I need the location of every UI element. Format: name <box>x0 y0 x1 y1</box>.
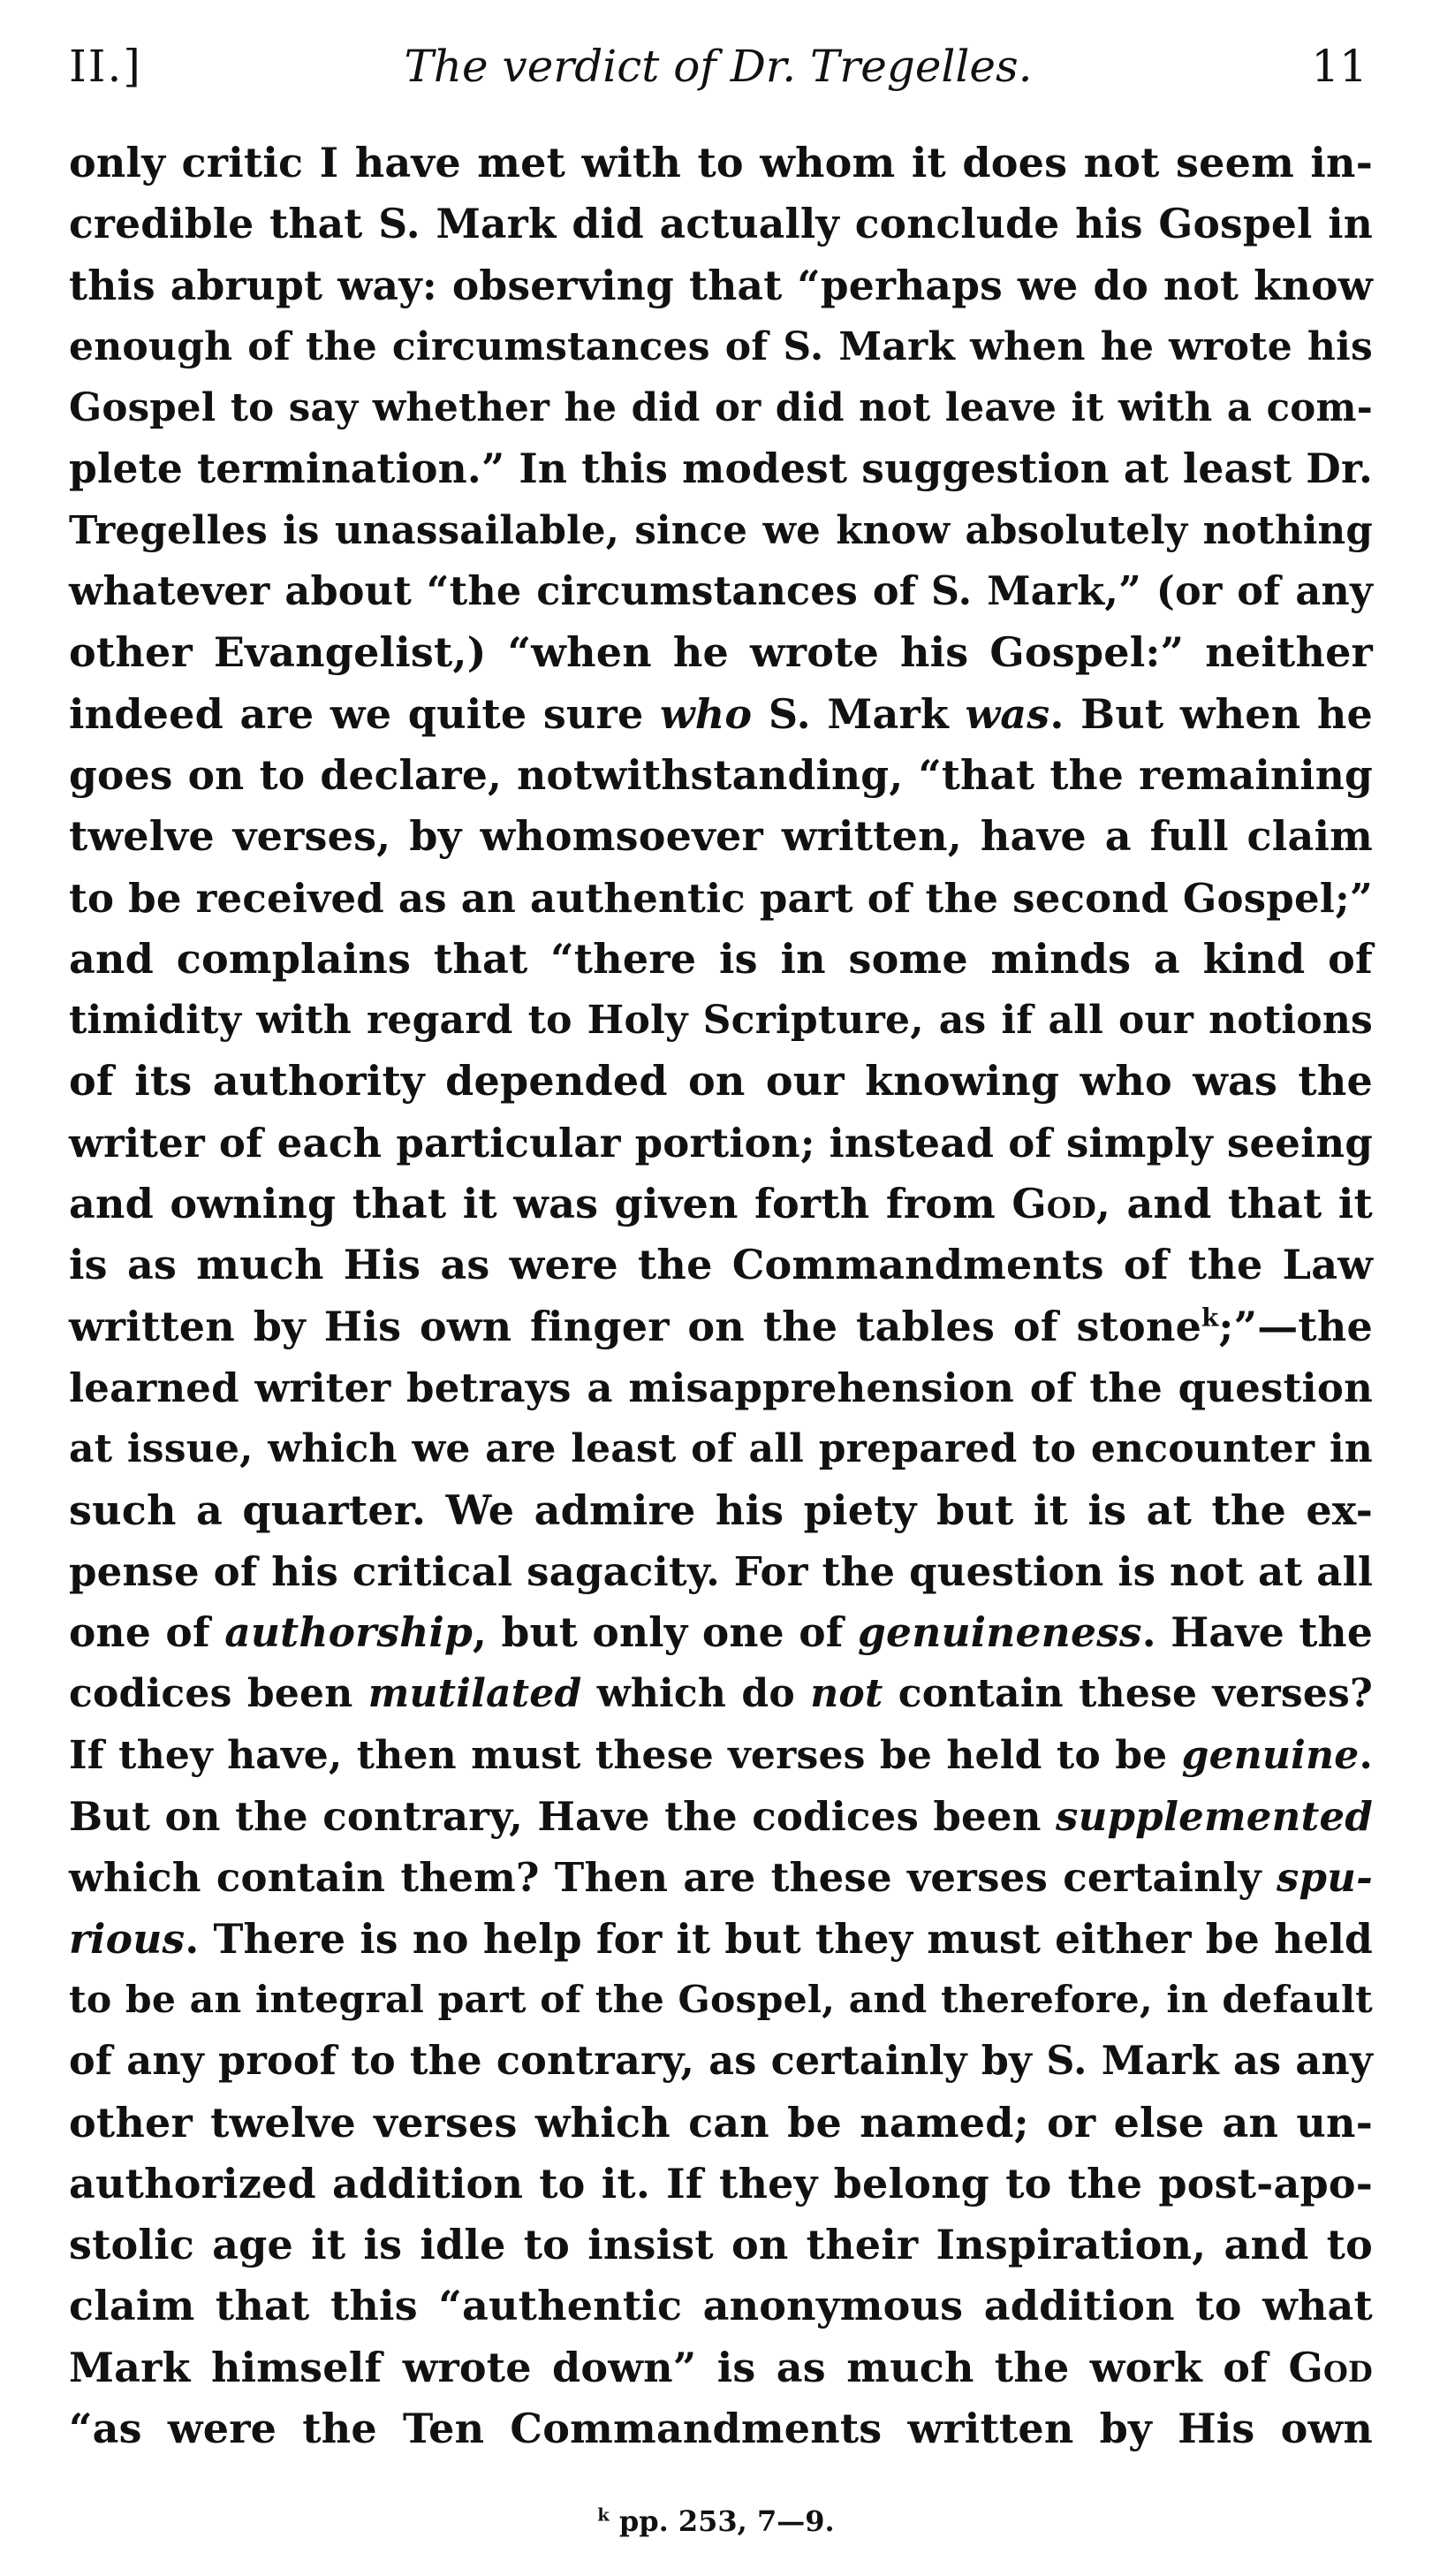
text-line <box>69 316 1373 377</box>
text-line <box>69 438 1373 499</box>
line-text: . But when he <box>1049 689 1374 738</box>
line-text: and owning that it was given forth from <box>69 1180 1012 1228</box>
text-line <box>69 990 1373 1051</box>
text-line <box>69 1602 1373 1663</box>
footnote-marker: k <box>597 2504 610 2526</box>
line-text: twelve verses, by whomsoever written, have a full claim <box>69 812 1373 861</box>
line-text: , but only one of <box>472 1608 859 1657</box>
line-text: , and that it <box>1095 1180 1374 1228</box>
line-text: goes on to declare, notwithstanding, “that the remaining <box>69 750 1373 799</box>
line-text: to be received as an authentic part of the second Gospel;” <box>69 874 1373 922</box>
text-line <box>69 194 1373 255</box>
text-line <box>69 1418 1373 1479</box>
line-text: such a quarter. We admire his piety but it is at the ex- <box>69 1486 1373 1534</box>
line-text: which contain them? Then are these verses certainly <box>69 1854 1277 1902</box>
line-text: codices been <box>69 1671 368 1717</box>
text-line <box>69 745 1373 806</box>
text-line <box>69 2337 1373 2398</box>
text-line <box>69 561 1373 622</box>
emphasis-text: who <box>659 689 753 738</box>
text-line <box>69 1480 1373 1541</box>
line-text: is as much His as were the Commandments of the Law <box>69 1241 1373 1289</box>
line-text: Gospel to say whether he did or did not leave it with a com- <box>69 385 1373 431</box>
footnote <box>0 2499 1432 2543</box>
line-text: S. Mark <box>752 689 966 738</box>
line-text: ;”—the <box>1218 1302 1373 1350</box>
running-title: The verdict of Dr. Tregelles. <box>404 41 1033 92</box>
line-text: at issue, which we are least of all prepared to encounter in <box>69 1426 1373 1472</box>
chapter-marker: II.] <box>69 41 142 92</box>
line-text: written by His own finger on the tables of stone <box>69 1302 1202 1350</box>
text-line <box>69 2093 1373 2154</box>
text-line <box>69 377 1373 438</box>
line-text: . There is no help for it but they must either be held <box>185 1914 1373 1963</box>
text-line <box>69 1113 1373 1174</box>
text-line <box>69 255 1373 316</box>
body-text <box>69 133 1373 2459</box>
text-line <box>69 1174 1373 1235</box>
text-line <box>69 2398 1373 2459</box>
line-text: pense of his critical sagacity. For the question is not at all <box>69 1547 1374 1595</box>
text-line <box>69 1051 1373 1112</box>
line-text: of any proof to the contrary, as certainly by S. Mark as any <box>69 2038 1373 2085</box>
line-text: Mark himself wrote down” is as much the work of <box>69 2343 1289 2391</box>
line-text: credible that S. Mark did actually conclude his Gospel in <box>69 200 1373 248</box>
line-text: other Evangelist,) “when he wrote his Gospel:” neither <box>69 628 1373 677</box>
emphasis-text: not <box>810 1671 883 1717</box>
text-line <box>69 1235 1373 1296</box>
text-line <box>69 133 1373 194</box>
text-line <box>69 1847 1373 1908</box>
text-line <box>69 2031 1373 2092</box>
footnote-reference: k <box>1201 1303 1219 1333</box>
line-text: to be an integral part of the Gospel, and therefore, in default <box>69 1977 1373 2022</box>
line-text: this abrupt way: observing that “perhaps we do not know <box>69 261 1373 309</box>
line-text: one of <box>69 1608 225 1657</box>
text-line <box>69 500 1373 561</box>
line-text: plete termination.” In this modest suggestion at least Dr. <box>69 445 1373 493</box>
running-header <box>69 35 1368 97</box>
line-text: . <box>1359 1732 1373 1778</box>
line-text: other twelve verses which can be named; or else an un- <box>69 2098 1373 2147</box>
text-line <box>69 2215 1373 2276</box>
text-line <box>69 1970 1373 2031</box>
line-text: learned writer betrays a misapprehension of the question <box>69 1364 1373 1411</box>
page-number: 11 <box>1311 41 1368 92</box>
line-text: If they have, then must these verses be held to be <box>69 1732 1182 1778</box>
line-text: only critic I have met with to whom it does not seem in- <box>69 139 1373 186</box>
line-text: authorized addition to it. If they belong to the post-apo- <box>69 2159 1373 2207</box>
text-line <box>69 684 1373 745</box>
footnote-text: pp. 253, 7—9. <box>618 2504 835 2538</box>
line-text: But on the contrary, Have the codices been <box>69 1793 1057 1841</box>
text-line <box>69 1786 1373 1847</box>
text-line <box>69 929 1373 990</box>
text-line <box>69 2276 1373 2337</box>
text-line <box>69 1725 1373 1786</box>
text-line <box>69 1909 1373 1970</box>
emphasis-text: rious <box>69 1914 186 1963</box>
line-text: stolic age it is idle to insist on their Inspiration, and to <box>69 2221 1373 2269</box>
line-text: timidity with regard to Holy Scripture, as if all our notions <box>69 998 1373 1044</box>
line-text: contain these verses? <box>883 1671 1373 1717</box>
emphasis-text: genuine <box>1181 1732 1360 1778</box>
emphasis-text: supplemented <box>1056 1793 1373 1841</box>
text-line <box>69 2154 1373 2215</box>
text-line <box>69 868 1373 929</box>
line-text: claim that this “authentic anonymous addition to what <box>69 2282 1373 2330</box>
small-caps-text: God <box>1011 1180 1096 1228</box>
line-text: . Have the <box>1141 1608 1373 1657</box>
line-text: writer of each particular portion; instead of simply seeing <box>69 1119 1373 1166</box>
text-line <box>69 1357 1373 1418</box>
line-text: enough of the circumstances of S. Mark when he wrote his <box>69 323 1373 369</box>
text-line <box>69 622 1373 683</box>
text-line <box>69 1663 1373 1724</box>
emphasis-text: spu- <box>1277 1854 1373 1902</box>
line-text: whatever about “the circumstances of S. Mark,” (or of any <box>69 568 1373 615</box>
emphasis-text: mutilated <box>367 1671 582 1717</box>
line-text: “as were the Ten Commandments written by His own <box>69 2404 1373 2452</box>
line-text: and complains that “there is in some minds a kind of <box>69 934 1373 983</box>
line-text: Tregelles is unassailable, since we know absolutely nothing <box>69 507 1373 553</box>
line-text: which do <box>581 1671 811 1717</box>
text-line <box>69 806 1373 867</box>
emphasis-text: was <box>965 689 1050 738</box>
small-caps-text: God <box>1288 2343 1373 2391</box>
text-line <box>69 1541 1373 1602</box>
emphasis-text: genuineness <box>858 1608 1142 1657</box>
text-line <box>69 1296 1373 1357</box>
emphasis-text: authorship <box>224 1608 473 1657</box>
line-text: indeed are we quite sure <box>69 689 660 738</box>
line-text: of its authority depended on our knowing who was the <box>69 1057 1373 1106</box>
